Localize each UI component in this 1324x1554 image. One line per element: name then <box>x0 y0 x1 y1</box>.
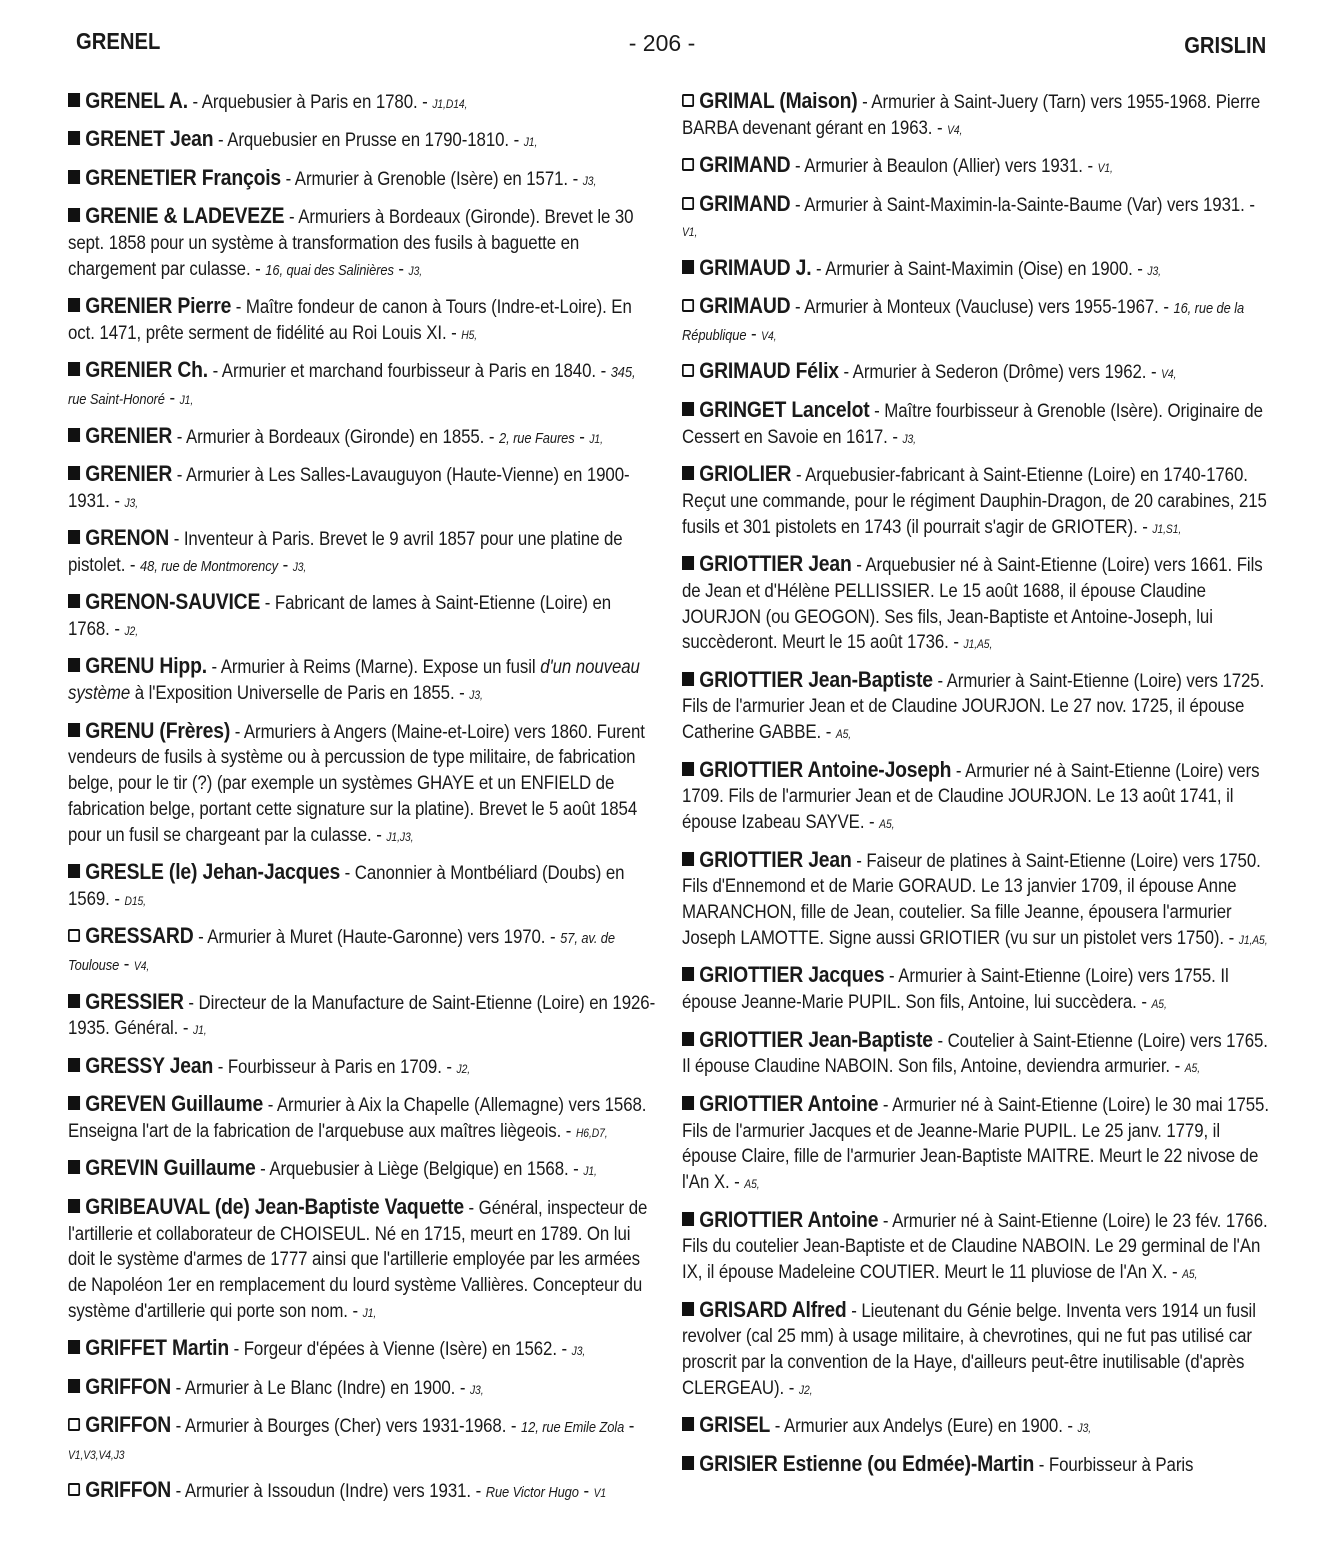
dictionary-entry: GRENU Hipp. - Armurier à Reims (Marne). Expose un fusil d'un nouveau système à l'Exposition Universelle de Paris en 1855. - J3, <box>68 653 640 705</box>
entry-text-continued: à l'Exposition Universelle de Paris en 1855. <box>134 682 455 705</box>
entry-source-codes: V4, <box>1161 367 1177 382</box>
entry-source-codes: J3, <box>124 495 138 510</box>
dictionary-entry: GRIOTTIER Jean - Arquebusier né à Saint-Etienne (Loire) vers 1661. Fils de Jean et d'Hélène PELLISSIER. Le 15 août 1688, il épouse Claudine JOURJON (ou GEOGON). Ses fils, Jean-Baptiste et Antoine-Joseph, lui succèderont. Meurt le 15 août 1736. - J1,A5, <box>682 550 1263 654</box>
entry-name: GRIOTTIER Antoine <box>699 1090 879 1116</box>
entry-source-codes: J3, <box>292 559 307 574</box>
entry-name: GRESSARD <box>85 923 194 949</box>
entry-source-codes: J1,D14, <box>432 97 468 111</box>
entry-source-codes: J1,A5, <box>963 637 993 652</box>
entry-text: Maître fondeur de canon à Tours (Indre-et-Loire). En oct. 1471, prête serment de fidélité au Roi Louis XI. <box>68 296 632 344</box>
entry-source-codes: V1, <box>682 225 698 240</box>
entry-source-codes: V4, <box>133 959 150 974</box>
header-right-guideword: GRISLIN <box>1183 32 1266 58</box>
filled-square-bullet-icon <box>682 1212 694 1226</box>
dictionary-entry: GRIFFON - Armurier à Bourges (Cher) vers 1931-1968. - 12, rue Emile Zola - V1,V3,V4,J3 <box>68 1412 635 1462</box>
filled-square-bullet-icon <box>68 428 80 442</box>
entry-name: GRIOTTIER Jean-Baptiste <box>699 1026 933 1052</box>
filled-square-bullet-icon <box>68 208 80 222</box>
entry-text: Armurier à Aix la Chapelle (Allemagne) vers 1568. Enseigna l'art de la fabrication de l'arquebuse aux maîtres liègeois. <box>68 1094 647 1142</box>
entry-source-codes: A5, <box>1184 1061 1200 1076</box>
entry-name: GRENU Hipp. <box>85 653 207 679</box>
filled-square-bullet-icon <box>682 852 694 866</box>
filled-square-bullet-icon <box>682 466 694 480</box>
dictionary-entry: GRESSIER - Directeur de la Manufacture de Saint-Etienne (Loire) en 1926-1935. Général. - J1, <box>68 988 656 1040</box>
entry-source-codes: J3, <box>408 263 423 278</box>
open-square-bullet-icon <box>68 929 80 942</box>
filled-square-bullet-icon <box>68 298 80 312</box>
entry-text: Inventeur à Paris. Brevet le 9 avril 1857 pour une platine de pistolet. <box>68 528 623 576</box>
dictionary-entry: GRIMAND - Armurier à Beaulon (Allier) vers 1931. - V1, <box>682 152 1271 182</box>
filled-square-bullet-icon <box>682 260 694 274</box>
entry-text: Arquebusier à Liège (Belgique) en 1568. <box>269 1158 569 1181</box>
entry-name: GRENET Jean <box>85 126 214 152</box>
entry-text: Armurier à Muret (Haute-Garonne) vers 1970. <box>207 926 546 949</box>
filled-square-bullet-icon <box>68 1199 80 1213</box>
entry-text: Canonnier à Montbéliard (Doubs) en 1569. <box>68 862 625 911</box>
dictionary-entry: GRENET Jean - Arquebusier en Prusse en 1790-1810. - J1, <box>68 126 657 156</box>
filled-square-bullet-icon <box>68 466 80 480</box>
dictionary-entry: GRIOTTIER Antoine-Joseph - Armurier né à Saint-Etienne (Loire) vers 1709. Fils de l'armurier Jean et de Claudine JOURJON. Le 13 août 1741, il épouse Izabeau SAYVE. - A5, <box>682 756 1260 834</box>
dictionary-entry: GRIOLIER - Arquebusier-fabricant à Saint-Etienne (Loire) en 1740-1760. Reçut une commande, pour le régiment Dauphin-Dragon, de 20 carabines, 215 fusils et 301 pistolets en 1743 (il pourrait s'agir de GRIOTER). - J1,S1, <box>682 460 1267 538</box>
entry-name: GRIOTTIER Jean <box>699 846 852 872</box>
dictionary-entry: GREVIN Guillaume - Arquebusier à Liège (Belgique) en 1568. - J1, <box>68 1155 657 1185</box>
entry-address: 345, rue Saint-Honoré <box>68 364 636 409</box>
dictionary-entry: GREVEN Guillaume - Armurier à Aix la Chapelle (Allemagne) vers 1568. Enseigna l'art de la fabrication de l'arquebuse aux maîtres liègeois. - H6,D7, <box>68 1091 647 1142</box>
filled-square-bullet-icon <box>68 131 80 145</box>
entry-name: GRIMAND <box>699 152 791 178</box>
dictionary-entry: GRIOTTIER Antoine - Armurier né à Saint-Etienne (Loire) le 30 mai 1755. Fils de l'armurier Jacques et de Jeanne-Marie PUPIL. Le 25 janv. 1779, il épouse Claire, fille de l'armurier Jean-Baptiste MAITRE. Meurt le 22 nivose de l'An X. - A5, <box>682 1090 1269 1194</box>
dictionary-entry: GRINGET Lancelot - Maître fourbisseur à Grenoble (Isère). Originaire de Cessert en Savoie en 1617. - J3, <box>682 396 1263 448</box>
dictionary-entry: GRIOTTIER Jacques - Armurier à Saint-Etienne (Loire) vers 1755. Il épouse Jeanne-Marie PUPIL. Son fils, Antoine, lui succèdera. - A5, <box>682 962 1229 1014</box>
entry-text: Maître fourbisseur à Grenoble (Isère). Originaire de Cessert en Savoie en 1617. <box>682 399 1263 448</box>
dictionary-entry: GRESLE (le) Jehan-Jacques - Canonnier à Montbéliard (Doubs) en 1569. - D15, <box>68 859 625 911</box>
entry-text: Armurier à Saint-Etienne (Loire) vers 1755. Il épouse Jeanne-Marie PUPIL. Son fils, Antoine, lui succèdera. <box>682 965 1229 1014</box>
entry-source-codes: J1, <box>583 1164 597 1179</box>
entry-address: 16, rue de la République <box>682 300 1245 344</box>
entry-name: GRISEL <box>699 1412 771 1438</box>
right-column <box>682 88 1272 1487</box>
entry-source-codes: A5, <box>744 1177 760 1192</box>
filled-square-bullet-icon <box>68 1058 80 1072</box>
entry-text: Armurier à Grenoble (Isère) en 1571. <box>294 167 569 190</box>
entry-source-codes: V1 <box>593 1486 607 1501</box>
entry-text: Armurier né à Saint-Etienne (Loire) le 23 fév. 1766. Fils du coutelier Jean-Baptiste et de Claudine NABOIN. Le 29 germinal de l'An IX, il épouse Madeleine COUTIER. Meurt le 11 pluviose de l'An X. <box>682 1209 1268 1284</box>
dictionary-entry: GRIFFET Martin - Forgeur d'épées à Vienne (Isère) en 1562. - J3, <box>68 1335 657 1365</box>
filled-square-bullet-icon <box>682 1032 694 1046</box>
entry-name: GRIFFON <box>85 1373 172 1399</box>
filled-square-bullet-icon <box>68 1379 80 1393</box>
entry-text: Armurier à Saint-Maximin (Oise) en 1900. <box>825 257 1133 280</box>
filled-square-bullet-icon <box>68 594 80 608</box>
dictionary-entry: GRIOTTIER Jean-Baptiste - Coutelier à Saint-Etienne (Loire) vers 1765. Il épouse Claudine NABOIN. Son fils, Antoine, deviendra armurier. - A5, <box>682 1026 1268 1078</box>
entry-name: GRENON-SAUVICE <box>85 589 261 615</box>
entry-text: Général, inspecteur de l'artillerie et collaborateur de CHOISEUL. Né en 1715, meurt en 1789. On lui doit le système d'armes de 1777 ainsi que l'artillerie employée par les armées de Napoléon 1er en remplacement du lourd système Vallières. Concepteur du système d'artillerie qui porte son nom. <box>68 1196 648 1322</box>
filled-square-bullet-icon <box>682 1417 694 1431</box>
entry-name: GRENIER Pierre <box>85 293 232 319</box>
entry-source-codes: A5, <box>1182 1267 1198 1282</box>
entry-name: GRIMAUD Félix <box>699 358 839 384</box>
entry-source-codes: J1, <box>523 135 538 150</box>
entry-text: Armurier à Saint-Maximin-la-Sainte-Baume (Var) vers 1931. <box>804 193 1245 216</box>
entry-name: GRINGET Lancelot <box>699 396 870 422</box>
entry-text: Armurier à Issoudun (Indre) vers 1931. <box>184 1480 471 1503</box>
dictionary-entry: GRIOTTIER Jean-Baptiste - Armurier à Saint-Etienne (Loire) vers 1725. Fils de l'armurier Jean et de Claudine JOURJON. Le 27 nov. 1725, il épouse Catherine GABBE. - A5, <box>682 666 1265 744</box>
entry-source-codes: J2, <box>456 1061 471 1076</box>
entry-address: 16, quai des Salinières <box>265 261 394 279</box>
entry-source-codes: J1, <box>589 431 603 446</box>
left-column <box>68 88 658 1516</box>
entry-name: GRIOTTIER Jean <box>699 550 852 576</box>
entry-text: Armurier à Beaulon (Allier) vers 1931. <box>804 155 1083 178</box>
entry-text: Armurier à Reims (Marne). Expose un fusil <box>220 656 536 679</box>
entry-name: GRENEL A. <box>85 88 188 113</box>
open-square-bullet-icon <box>682 94 694 107</box>
entry-source-codes: J1, <box>362 1305 377 1320</box>
entry-name: GRENU (Frères) <box>85 717 231 743</box>
entry-text: Armurier à Bourges (Cher) vers 1931-1968. <box>184 1415 507 1438</box>
entry-text: Coutelier à Saint-Etienne (Loire) vers 1765. Il épouse Claudine NABOIN. Son fils, Antoine, deviendra armurier. <box>682 1029 1268 1078</box>
entry-name: GRISARD Alfred <box>699 1296 847 1322</box>
entry-source-codes: V4, <box>947 122 963 137</box>
entry-source-codes: J1,J3, <box>386 829 414 844</box>
entry-italic-text: d'un nouveau système <box>68 656 640 705</box>
entry-name: GRIOTTIER Jacques <box>699 962 885 988</box>
dictionary-entry: GRIFFON - Armurier à Le Blanc (Indre) en 1900. - J3, <box>68 1374 657 1404</box>
dictionary-entry: GRIOTTIER Antoine - Armurier né à Saint-Etienne (Loire) le 23 fév. 1766. Fils du coutelier Jean-Baptiste et de Claudine NABOIN. Le 29 germinal de l'An IX, il épouse Madeleine COUTIER. Meurt le 11 pluviose de l'An X. - A5, <box>682 1206 1268 1284</box>
filled-square-bullet-icon <box>68 362 80 376</box>
entry-source-codes: D15, <box>124 894 146 909</box>
entry-name: GRIMAUD J. <box>699 254 812 280</box>
entry-source-codes: J3, <box>582 173 597 188</box>
filled-square-bullet-icon <box>68 1096 80 1110</box>
filled-square-bullet-icon <box>68 1340 80 1354</box>
entry-source-codes: A5, <box>879 817 895 832</box>
entry-name: GRESSIER <box>85 988 184 1014</box>
dictionary-entry: GRISIER Estienne (ou Edmée)-Martin - Fourbisseur à Paris <box>682 1451 1271 1479</box>
entry-text: Arquebusier à Paris en 1780. <box>201 91 418 113</box>
dictionary-entry: GRIMAND - Armurier à Saint-Maximin-la-Sainte-Baume (Var) vers 1931. - V1, <box>682 190 1255 240</box>
entry-text: Lieutenant du Génie belge. Inventa vers 1914 un fusil revolver (cal 25 mm) à usage militaire, à chevrotines, qui ne fut pas utilisé car proscrit par la convention de la Haye, d'ailleurs peut-être inutilisable (d'après CLERGEAU). <box>682 1299 1256 1399</box>
entry-text: Forgeur d'épées à Vienne (Isère) en 1562. <box>243 1338 557 1361</box>
dictionary-entry: GRIMAUD Félix - Armurier à Sederon (Drôme) vers 1962. - V4, <box>682 358 1271 388</box>
entry-text: Arquebusier né à Saint-Etienne (Loire) vers 1661. Fils de Jean et d'Hélène PELLISSIER. Le 15 août 1688, il épouse Claudine JOURJON (ou GEOGON). Ses fils, Jean-Baptiste et Antoine-Joseph, lui succèderont. Meurt le 15 août 1736. <box>682 553 1263 654</box>
entry-source-codes: J1, <box>193 1023 207 1038</box>
entry-text: Arquebusier-fabricant à Saint-Etienne (Loire) en 1740-1760. Reçut une commande, pour le régiment Dauphin-Dragon, de 20 carabines, 215 fusils et 301 pistolets en 1743 (il pourrait s'agir de GRIOTER). <box>682 463 1267 538</box>
entry-source-codes: V4, <box>761 328 777 343</box>
entry-text: Armurier et marchand fourbisseur à Paris en 1840. <box>221 360 596 383</box>
dictionary-entry: GRENIER - Armurier à Les Salles-Lavauguyon (Haute-Vienne) en 1900-1931. - J3, <box>68 460 630 512</box>
entry-text: Armuriers à Bordeaux (Gironde). Brevet le 30 sept. 1858 pour un système à transformation des fusils à baguette en chargement par culasse. <box>68 206 634 280</box>
dictionary-entry: GRENIER Ch. - Armurier et marchand fourbisseur à Paris en 1840. - 345, rue Saint-Honoré - J1, <box>68 357 636 410</box>
open-square-bullet-icon <box>682 299 694 312</box>
entry-source-codes: J2, <box>798 1382 813 1397</box>
entry-address: 48, rue de Montmorency <box>140 557 278 575</box>
entry-text: Armurier à Les Salles-Lavauguyon (Haute-Vienne) en 1900-1931. <box>68 463 630 512</box>
entry-name: GRIOTTIER Jean-Baptiste <box>699 666 933 692</box>
entry-address: 57, av. de Toulouse <box>68 930 616 975</box>
entry-name: GRESSY Jean <box>85 1052 214 1078</box>
filled-square-bullet-icon <box>68 864 80 878</box>
entry-name: GRIOTTIER Antoine <box>699 1206 879 1232</box>
entry-address: 2, rue Faures <box>499 429 575 447</box>
entry-name: GRESLE (le) Jehan-Jacques <box>85 859 341 885</box>
entry-source-codes: J1,A5, <box>1238 933 1268 948</box>
filled-square-bullet-icon <box>68 994 80 1008</box>
entry-name: GRIMAL (Maison) <box>699 88 858 113</box>
filled-square-bullet-icon <box>682 1096 694 1110</box>
open-square-bullet-icon <box>68 1483 80 1496</box>
entry-name: GRIOTTIER Antoine-Joseph <box>699 756 952 782</box>
entry-address: 12, rue Emile Zola <box>521 1419 625 1437</box>
open-square-bullet-icon <box>682 364 694 377</box>
dictionary-entry: GRENIER Pierre - Maître fondeur de canon à Tours (Indre-et-Loire). En oct. 1471, prête serment de fidélité au Roi Louis XI. - H5, <box>68 293 632 344</box>
dictionary-entry: GRESSARD - Armurier à Muret (Haute-Garonne) vers 1970. - 57, av. de Toulouse - V4, <box>68 923 616 976</box>
entry-name: GRIOLIER <box>699 460 792 486</box>
dictionary-entry: GRIMAL (Maison) - Armurier à Saint-Juery (Tarn) vers 1955-1968. Pierre BARBA devenant gérant en 1963. - V4, <box>682 88 1261 139</box>
entry-name: GRIFFON <box>85 1412 172 1438</box>
filled-square-bullet-icon <box>68 93 80 107</box>
filled-square-bullet-icon <box>682 1302 694 1316</box>
entry-text: Armurier né à Saint-Etienne (Loire) vers 1709. Fils de l'armurier Jean et de Claudine JOURJON. Le 13 août 1741, il épouse Izabeau SAYVE. <box>682 759 1260 834</box>
entry-source-codes: J2, <box>124 624 138 639</box>
filled-square-bullet-icon <box>68 723 80 737</box>
entry-text: Armurier à Saint-Etienne (Loire) vers 1725. Fils de l'armurier Jean et de Claudine JOURJON. Le 27 nov. 1725, il épouse Catherine GABBE. <box>682 669 1265 744</box>
entry-name: GRENIER <box>85 422 173 448</box>
entry-source-codes: A5, <box>1151 997 1167 1012</box>
page-number: - 206 - <box>628 30 696 56</box>
entry-name: GRENIER <box>85 460 173 486</box>
entry-text: Armuriers à Angers (Maine-et-Loire) vers 1860. Furent vendeurs de fusils à système ou à percussion de type militaire, de fabrication belge, pour le tir (?) (par exemple un systèmes GHAYE et un ENFIELD de fabrication belge, portant cette signature sur la platine). Brevet le 5 août 1854 pour un fusil se chargeant par la culasse. <box>68 720 645 846</box>
page-header <box>0 28 1324 64</box>
entry-name: GRIMAUD <box>699 293 791 319</box>
entry-name: GRENIE & LADEVEZE <box>85 203 285 229</box>
open-square-bullet-icon <box>682 197 694 210</box>
entry-text: Armurier à Sederon (Drôme) vers 1962. <box>852 361 1147 384</box>
dictionary-entry: GRENON-SAUVICE - Fabricant de lames à Saint-Etienne (Loire) en 1768. - J2, <box>68 589 612 641</box>
dictionary-entry: GRENIER - Armurier à Bordeaux (Gironde) en 1855. - 2, rue Faures - J1, <box>68 423 657 453</box>
entry-name: GREVIN Guillaume <box>85 1155 256 1181</box>
entry-text: Arquebusier en Prusse en 1790-1810. <box>227 129 509 152</box>
open-square-bullet-icon <box>68 1418 80 1431</box>
entry-text: Armurier aux Andelys (Eure) en 1900. <box>783 1415 1063 1438</box>
entry-text: Faiseur de platines à Saint-Etienne (Loire) vers 1750. Fils d'Ennemond et de Marie GORAUD. Le 13 janvier 1709, il épouse Anne MARANCHON, fille de Jean, coutelier. Sa fille Jeanne, épousera l'armurier Joseph LAMOTTE. Signe aussi GRIOTIER (vu sur un pistolet vers 1750). <box>682 849 1261 950</box>
entry-text: Armurier à Bordeaux (Gironde) en 1855. <box>185 425 485 448</box>
dictionary-entry: GRISEL - Armurier aux Andelys (Eure) en 1900. - J3, <box>682 1412 1271 1442</box>
entry-address: Rue Victor Hugo <box>485 1484 579 1502</box>
entry-text: Armurier à Monteux (Vaucluse) vers 1955-1967. <box>804 296 1159 319</box>
entry-source-codes: A5, <box>835 727 852 742</box>
filled-square-bullet-icon <box>68 1160 80 1174</box>
entry-source-codes: J1,S1, <box>1152 521 1182 536</box>
filled-square-bullet-icon <box>682 672 694 686</box>
entry-source-codes: H6,D7, <box>575 1126 608 1140</box>
dictionary-entry: GRIMAUD J. - Armurier à Saint-Maximin (Oise) en 1900. - J3, <box>682 255 1271 285</box>
entry-text: Armurier à Saint-Juery (Tarn) vers 1955-1968. Pierre BARBA devenant gérant en 1963. <box>682 91 1261 139</box>
filled-square-bullet-icon <box>68 170 80 184</box>
dictionary-entry: GRENU (Frères) - Armuriers à Angers (Maine-et-Loire) vers 1860. Furent vendeurs de fusils à système ou à percussion de type militaire, de fabrication belge, pour le tir (?) (par exemple un systèmes GHAYE et un ENFIELD de fabrication belge, portant cette signature sur la platine). Brevet le 5 août 1854 pour un fusil se chargeant par la culasse. - J1,J3, <box>68 717 645 846</box>
entry-name: GRENIER Ch. <box>85 357 209 383</box>
filled-square-bullet-icon <box>68 530 80 544</box>
entry-source-codes: J3, <box>902 431 916 446</box>
entry-text: Fourbisseur à Paris en 1709. <box>227 1055 442 1078</box>
filled-square-bullet-icon <box>682 762 694 776</box>
dictionary-entry: GRIFFON - Armurier à Issoudun (Indre) vers 1931. - Rue Victor Hugo - V1 <box>68 1477 657 1507</box>
filled-square-bullet-icon <box>682 967 694 981</box>
entry-name: GRIFFON <box>85 1477 172 1503</box>
entry-name: GRIMAND <box>699 190 791 216</box>
entry-name: GRIFFET Martin <box>85 1335 229 1361</box>
dictionary-entry: GRIBEAUVAL (de) Jean-Baptiste Vaquette - Général, inspecteur de l'artillerie et collaborateur de CHOISEUL. Né en 1715, meurt en 1789. On lui doit le système d'armes de 1777 ainsi que l'artillerie employée par les armées de Napoléon 1er en remplacement du lourd système Vallières. Concepteur du système d'artillerie qui porte son nom. - J1, <box>68 1193 648 1322</box>
filled-square-bullet-icon <box>68 658 80 672</box>
dictionary-entry: GRESSY Jean - Fourbisseur à Paris en 1709. - J2, <box>68 1053 657 1083</box>
filled-square-bullet-icon <box>682 402 694 416</box>
entry-source-codes: H5, <box>461 327 478 342</box>
entry-text: Fourbisseur à Paris <box>1048 1453 1194 1476</box>
entry-name: GRISIER Estienne (ou Edmée)-Martin <box>699 1450 1035 1476</box>
entry-name: GRENON <box>85 525 170 551</box>
filled-square-bullet-icon <box>682 1456 694 1470</box>
entry-name: GREVEN Guillaume <box>85 1091 264 1117</box>
entry-source-codes: V1,V3,V4,J3 <box>68 1447 125 1462</box>
entry-source-codes: J3, <box>1077 1421 1092 1436</box>
dictionary-entry: GRISARD Alfred - Lieutenant du Génie belge. Inventa vers 1914 un fusil revolver (cal 25 mm) à usage militaire, à chevrotines, qui ne fut pas utilisé car proscrit par la convention de la Haye, d'ailleurs peut-être inutilisable (d'après CLERGEAU). - J2, <box>682 1296 1256 1399</box>
dictionary-entry: GRIMAUD - Armurier à Monteux (Vaucluse) vers 1955-1967. - 16, rue de la République - V4, <box>682 293 1245 345</box>
dictionary-entry: GRENEL A. - Arquebusier à Paris en 1780. - J1,D14, <box>68 88 657 118</box>
open-square-bullet-icon <box>682 158 694 171</box>
entry-source-codes: J3, <box>469 688 483 703</box>
entry-source-codes: J3, <box>469 1382 484 1397</box>
entry-source-codes: J3, <box>571 1344 586 1359</box>
entry-name: GRENETIER François <box>85 164 282 190</box>
entry-text: Armurier né à Saint-Etienne (Loire) le 30 mai 1755. Fils de l'armurier Jacques et de Jeanne-Marie PUPIL. Le 25 janv. 1779, il épouse Claire, fille de l'armurier Jean-Baptiste MAITRE. Meurt le 22 nivose de l'An X. <box>682 1093 1269 1194</box>
entry-text: Fabricant de lames à Saint-Etienne (Loire) en 1768. <box>68 592 612 641</box>
dictionary-entry: GRENETIER François - Armurier à Grenoble (Isère) en 1571. - J3, <box>68 165 657 195</box>
entry-source-codes: J1, <box>179 393 194 408</box>
dictionary-entry: GRIOTTIER Jean - Faiseur de platines à Saint-Etienne (Loire) vers 1750. Fils d'Ennemond et de Marie GORAUD. Le 13 janvier 1709, il épouse Anne MARANCHON, fille de Jean, coutelier. Sa fille Jeanne, épousera l'armurier Joseph LAMOTTE. Signe aussi GRIOTIER (vu sur un pistolet vers 1750). - J1,A5, <box>682 846 1268 950</box>
dictionary-entry: GRENIE & LADEVEZE - Armuriers à Bordeaux (Gironde). Brevet le 30 sept. 1858 pour un système à transformation des fusils à baguette en chargement par culasse. - 16, quai des Salinières - J3, <box>68 203 634 280</box>
entry-source-codes: J3, <box>1147 263 1161 278</box>
entry-name: GRIBEAUVAL (de) Jean-Baptiste Vaquette <box>85 1193 464 1219</box>
entry-source-codes: V1, <box>1097 161 1113 176</box>
entry-text: Directeur de la Manufacture de Saint-Etienne (Loire) en 1926-1935. Général. <box>68 991 656 1040</box>
entry-text: Armurier à Le Blanc (Indre) en 1900. <box>184 1376 456 1399</box>
filled-square-bullet-icon <box>682 556 694 570</box>
dictionary-entry: GRENON - Inventeur à Paris. Brevet le 9 avril 1857 pour une platine de pistolet. - 48, rue de Montmorency - J3, <box>68 525 623 576</box>
header-left-guideword: GRENEL <box>76 28 161 54</box>
